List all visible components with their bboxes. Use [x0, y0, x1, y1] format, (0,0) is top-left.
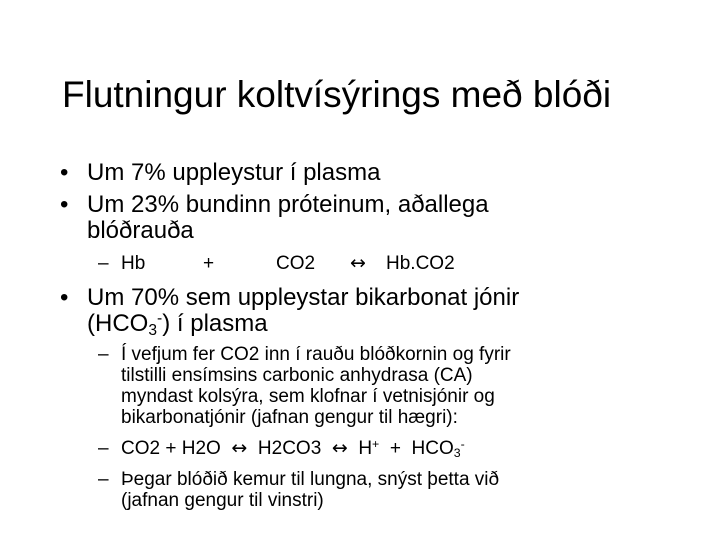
bullet-icon: • — [60, 284, 69, 311]
double-arrow-icon: ↔ — [231, 437, 248, 459]
bullet-text-line1: Um 23% bundinn próteinum, aðallega — [87, 191, 489, 218]
hb-label: Hb — [121, 253, 146, 274]
sub-item-line1: Í vefjum fer CO2 inn í rauðu blóðkornin og fyrir — [121, 344, 511, 365]
sub-item-line2: (jafnan gengur til vinstri) — [121, 490, 324, 511]
bullet-text: Um 7% uppleystur í plasma — [87, 159, 381, 186]
bullet-text — [87, 192, 489, 244]
double-arrow-icon: ↔ — [350, 252, 366, 274]
sub-item-line4: bikarbonatjónir (jafnan gengur til hægri): — [121, 407, 458, 428]
slide-title: Flutningur koltvísýrings með blóði — [62, 74, 612, 115]
sub-item-text — [121, 344, 511, 428]
dash-icon: – — [98, 344, 109, 365]
equation-text: CO2 + H2O ↔ H2CO3 ↔ $H^+ + HCO_3^-$ — [121, 436, 465, 461]
plus-label: + — [203, 253, 215, 274]
sub-item-line1: Þegar blóðið kemur til lungna, snýst þetta við — [121, 469, 500, 490]
bullet-text — [87, 285, 519, 337]
co2-label: CO2 — [276, 253, 316, 274]
bullet-text-line2: $(HCO_3^-)$ í plasma — [87, 310, 268, 339]
double-arrow-icon: ↔ — [331, 437, 348, 459]
dash-icon: – — [98, 253, 109, 274]
bullet-icon: • — [60, 159, 69, 186]
dash-icon: – — [98, 469, 109, 490]
hbco2-label: Hb.CO2 — [386, 253, 455, 274]
bullet-icon: • — [60, 191, 69, 218]
sub-item-line2: tilstilli ensímsins carbonic anhydrasa (CA) — [121, 365, 473, 386]
sub-item-text — [121, 469, 499, 511]
dash-icon: – — [98, 438, 109, 459]
bullet-text-line1: Um 70% sem uppleystar bikarbonat jónir — [87, 284, 520, 311]
bullet-text-line2: blóðrauða — [87, 217, 194, 244]
sub-item-line3: myndast kolsýra, sem klofnar í vetnisjónir og — [121, 386, 495, 407]
